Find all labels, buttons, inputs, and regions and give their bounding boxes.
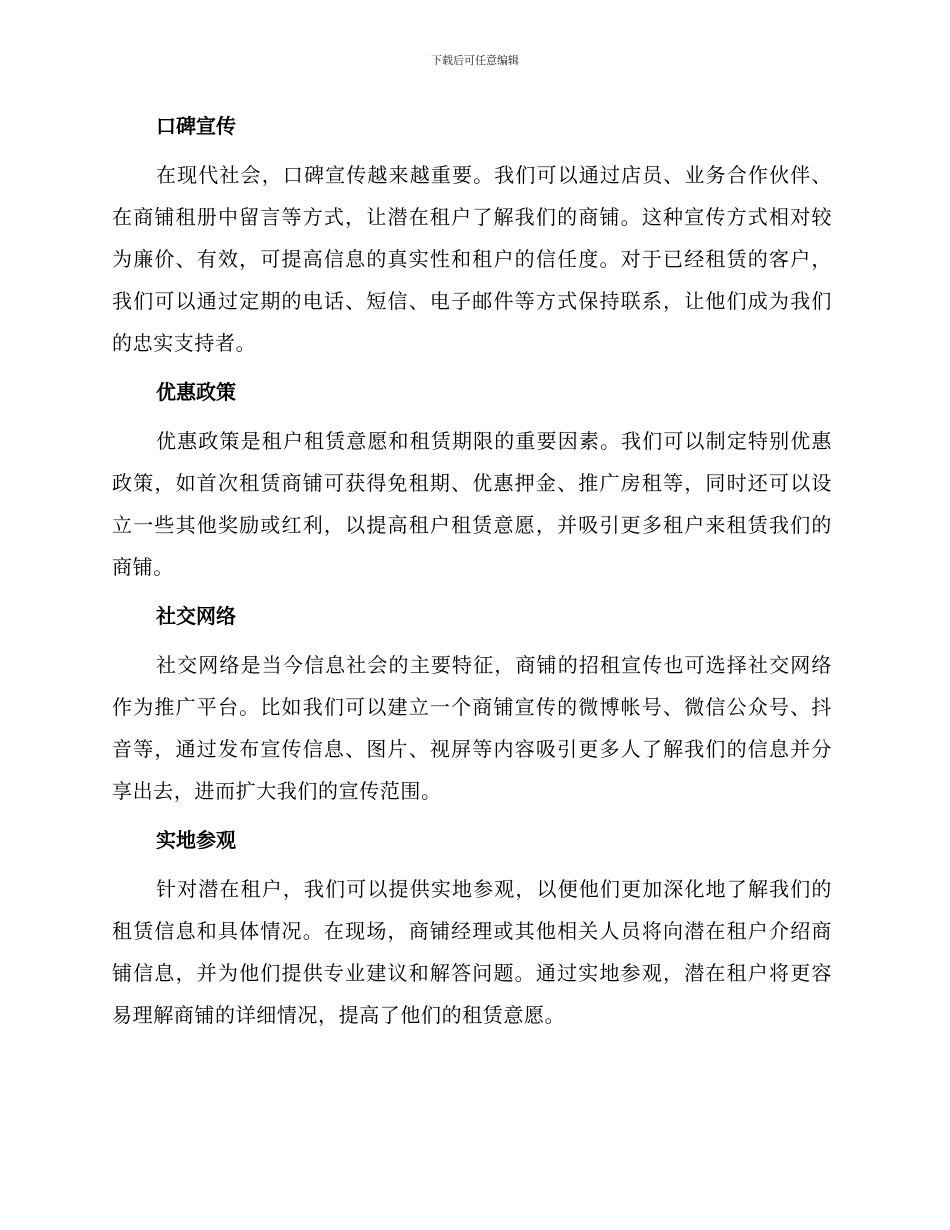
section-word-of-mouth (112, 112, 832, 364)
section-title: 口碑宣传 (156, 114, 236, 138)
section-paragraph: 社交网络是当今信息社会的主要特征，商铺的招租宣传也可选择社交网络作为推广平台。比如我们可以建立一个商铺宣传的微博帐号、微信公众号、抖音等，通过发布宣传信息、图片、视屏等内容吸引更多人了解我们的信息并分享出去，进而扩大我们的宣传范围。 (112, 653, 832, 803)
section-paragraph: 针对潜在租户，我们可以提供实地参观，以便他们更加深化地了解我们的租赁信息和具体情况。在现场，商铺经理或其他相关人员将向潜在租户介绍商铺信息，并为他们提供专业建议和解答问题。通过实地参观，潜在租户将更容易理解商铺的详细情况，提高了他们的租赁意愿。 (112, 877, 832, 1027)
section-title: 实地参观 (156, 828, 236, 852)
section-title: 社交网络 (156, 604, 236, 628)
section-social-network (112, 602, 832, 812)
section-site-visit (112, 826, 832, 1036)
section-title: 优惠政策 (156, 380, 236, 404)
section-discount-policy (112, 378, 832, 588)
section-paragraph: 优惠政策是租户租赁意愿和租赁期限的重要因素。我们可以制定特别优惠政策，如首次租赁商铺可获得免租期、优惠押金、推广房租等，同时还可以设立一些其他奖励或红利，以提高租户租赁意愿，并吸引更多租户来租赁我们的商铺。 (112, 429, 832, 579)
section-paragraph: 在现代社会，口碑宣传越来越重要。我们可以通过店员、业务合作伙伴、在商铺租册中留言等方式，让潜在租户了解我们的商铺。这种宣传方式相对较为廉价、有效，可提高信息的真实性和租户的信任度。对于已经租赁的客户，我们可以通过定期的电话、短信、电子邮件等方式保持联系，让他们成为我们的忠实支持者。 (112, 163, 832, 355)
document-body (112, 112, 832, 1036)
page-header: 下载后可任意编辑 (431, 54, 519, 67)
